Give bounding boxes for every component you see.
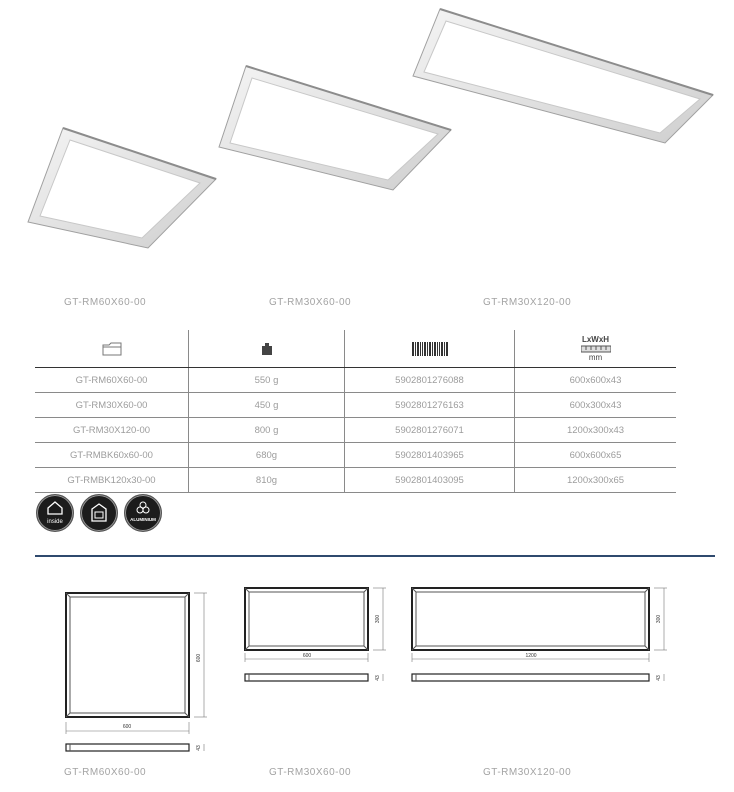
weight-icon <box>261 342 273 356</box>
cell-dimensions: 1200x300x43 <box>515 418 677 443</box>
bottom-caption-3: GT-RM30X120-00 <box>483 767 572 778</box>
dim-width-3: 1200 <box>525 653 537 659</box>
frame-30x120-render <box>413 9 713 143</box>
cell-model: GT-RM60X60-00 <box>35 368 189 393</box>
cell-dimensions: 600x600x65 <box>515 443 677 468</box>
product-renders <box>0 0 734 270</box>
cell-model: GT-RM30X120-00 <box>35 418 189 443</box>
spec-table <box>35 330 676 493</box>
cell-model: GT-RMBK120x30-00 <box>35 468 189 493</box>
bottom-caption-2: GT-RM30X60-00 <box>269 767 352 778</box>
table-row <box>35 418 676 443</box>
top-caption-3: GT-RM30X120-00 <box>483 297 572 308</box>
aluminium-badge <box>124 494 162 532</box>
cell-ean: 5902801276163 <box>345 393 515 418</box>
dim-width-1: 600 <box>122 724 132 730</box>
cell-ean: 5902801276071 <box>345 418 515 443</box>
cell-dimensions: 1200x300x65 <box>515 468 677 493</box>
dim-depth-3: 43 <box>656 675 662 681</box>
cell-ean: 5902801403965 <box>345 443 515 468</box>
dimensions-icon <box>516 335 675 362</box>
cell-weight: 800 g <box>189 418 345 443</box>
dim-depth-2: 43 <box>375 675 381 681</box>
cell-ean: 5902801403095 <box>345 468 515 493</box>
bottom-caption-1: GT-RM60X60-00 <box>64 767 147 778</box>
table-header-row <box>35 330 676 368</box>
box-badge <box>80 494 118 532</box>
cell-dimensions: 600x300x43 <box>515 393 677 418</box>
table-row <box>35 468 676 493</box>
cell-dimensions: 600x600x43 <box>515 368 677 393</box>
drawing-30x60 <box>245 588 386 681</box>
top-caption-1: GT-RM60X60-00 <box>64 297 147 308</box>
aluminium-label: ALUMINIUM <box>130 517 156 522</box>
technical-drawings <box>0 580 734 765</box>
dimensions-header: LxWxH <box>581 335 610 344</box>
folder-icon <box>102 342 122 356</box>
dim-width-2: 600 <box>302 653 312 659</box>
inside-label: inside <box>47 519 63 525</box>
dim-height-2: 300 <box>375 614 381 624</box>
cell-model: GT-RMBK60x60-00 <box>35 443 189 468</box>
cell-weight: 550 g <box>189 368 345 393</box>
barcode-icon <box>412 342 448 356</box>
cell-weight: 450 g <box>189 393 345 418</box>
house-icon <box>46 501 64 515</box>
cell-weight: 810g <box>189 468 345 493</box>
section-separator <box>35 555 715 557</box>
inside-use-badge <box>36 494 74 532</box>
frame-60x60-render <box>28 128 216 248</box>
atom-icon <box>136 501 150 515</box>
table-row <box>35 393 676 418</box>
table-row <box>35 443 676 468</box>
dim-height-1: 600 <box>196 653 202 663</box>
drawing-60x60 <box>66 593 207 751</box>
cell-model: GT-RM30X60-00 <box>35 393 189 418</box>
dim-depth-1: 43 <box>196 745 202 751</box>
dim-height-3: 300 <box>656 614 662 624</box>
cell-ean: 5902801276088 <box>345 368 515 393</box>
box-icon <box>90 503 108 523</box>
cell-weight: 680g <box>189 443 345 468</box>
dimensions-unit: mm <box>588 353 603 362</box>
frame-30x60-render <box>219 66 451 190</box>
top-caption-2: GT-RM30X60-00 <box>269 297 352 308</box>
table-row <box>35 368 676 393</box>
drawing-30x120 <box>412 588 667 681</box>
